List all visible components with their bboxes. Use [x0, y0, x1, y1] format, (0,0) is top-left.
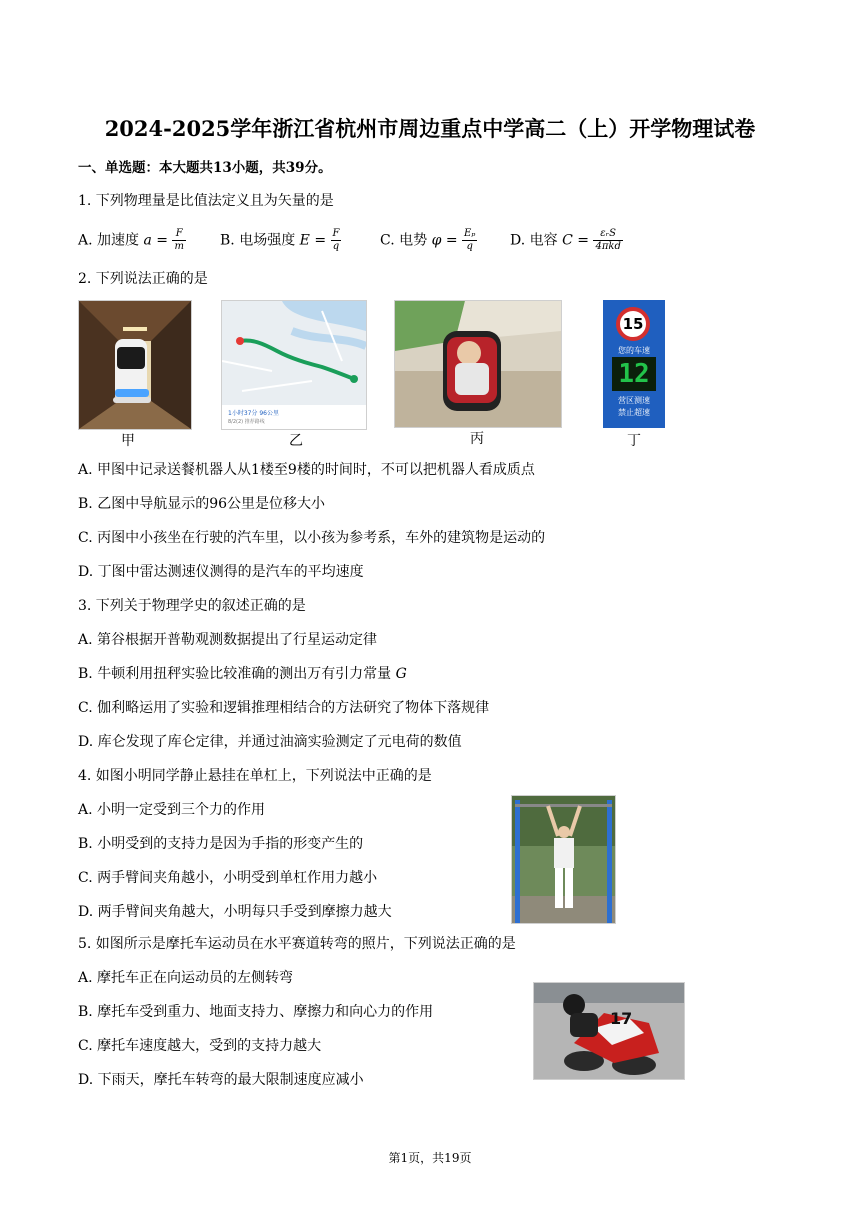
q1-c-lhs: φ = [431, 232, 458, 249]
q3-b-var: G [395, 666, 407, 682]
robot-image [79, 301, 191, 429]
caption-yi: 乙 [289, 433, 303, 449]
bike-number: 17 [610, 1009, 633, 1028]
pullup-bar-photo [511, 795, 616, 924]
q1-b-fraction [331, 228, 342, 253]
q1-option-c [380, 228, 477, 253]
section-heading: 一、单选题：本大题共13小题，共39分。 [78, 160, 332, 176]
sign-line-three: 禁止超速 [618, 408, 650, 417]
q4-option-a: A. 小明一定受到三个力的作用 [78, 802, 266, 818]
q3-b-text: B. 牛顿利用扭秤实验比较准确的测出万有引力常量 [78, 666, 392, 682]
q1-a-num: F [172, 228, 185, 241]
caption-jia: 甲 [121, 433, 135, 449]
page-footer: 第1页，共19页 [388, 1151, 472, 1165]
q1-option-d [510, 228, 623, 253]
q3-stem: 3. 下列关于物理学史的叙述正确的是 [78, 598, 306, 614]
q1-a-label: A. 加速度 [78, 232, 140, 249]
speed-sign-photo [603, 300, 665, 428]
q1-c-num: Eₚ [464, 228, 476, 239]
speed-limit-sign: 15 [616, 307, 650, 341]
q5-stem: 5. 如图所示是摩托车运动员在水平赛道转弯的照片，下列说法正确的是 [78, 936, 516, 952]
q1-a-lhs: a = [143, 232, 168, 249]
motorcycle-image [534, 983, 684, 1079]
q1-option-b [220, 228, 341, 253]
q4-option-d: D. 两手臂间夹角越大，小明每只手受到摩擦力越大 [78, 904, 392, 920]
q1-stem: 1. 下列物理量是比值法定义且为矢量的是 [78, 193, 334, 209]
q1-b-lhs: E = [299, 232, 327, 249]
q1-d-label: D. 电容 [510, 232, 558, 249]
q3-option-d: D. 库仑发现了库仑定律，并通过油滴实验测定了元电荷的数值 [78, 734, 462, 750]
q1-d-num: εᵣS [593, 228, 622, 241]
q3-option-c: C. 伽利略运用了实验和逻辑推理相结合的方法研究了物体下落规律 [78, 700, 490, 716]
q1-d-fraction [593, 228, 622, 253]
q5-option-a: A. 摩托车正在向运动员的左侧转弯 [78, 970, 294, 986]
car-seat-image [395, 301, 561, 427]
sign-speed-display: 12 [612, 357, 656, 391]
q1-d-den: 4πkd [595, 241, 621, 252]
q1-c-den: q [466, 241, 473, 252]
q1-b-label: B. 电场强度 [220, 232, 296, 249]
q4-stem: 4. 如图小明同学静止悬挂在单杠上，下列说法中正确的是 [78, 768, 432, 784]
q3-option-a: A. 第谷根据开普勒观测数据提出了行星运动定律 [78, 632, 378, 648]
caption-ding: 丁 [627, 433, 641, 449]
q1-b-num: F [332, 228, 340, 239]
q1-a-den: m [174, 241, 184, 252]
q1-c-label: C. 电势 [380, 232, 428, 249]
q2-option-a: A. 甲图中记录送餐机器人从1楼至9楼的时间时，不可以把机器人看成质点 [78, 462, 535, 478]
page-title: 2024-2025学年浙江省杭州市周边重点中学高二（上）开学物理试卷 [104, 116, 756, 141]
motorcycle-photo [533, 982, 685, 1080]
q1-option-a [78, 228, 186, 253]
sign-line-two: 营区测速 [618, 396, 650, 405]
map-route-summary: 1小时37分 96公里 [228, 410, 279, 417]
q1-a-fraction [172, 228, 185, 253]
map-route-note: 8/2(2) 推荐路线 [228, 419, 265, 425]
q3-option-b [78, 665, 407, 683]
q2-stem: 2. 下列说法正确的是 [78, 271, 208, 287]
q5-option-b: B. 摩托车受到重力、地面支持力、摩擦力和向心力的作用 [78, 1004, 434, 1020]
q5-option-d: D. 下雨天，摩托车转弯的最大限制速度应减小 [78, 1072, 364, 1088]
map-screenshot [221, 300, 367, 430]
caption-bing: 丙 [470, 431, 484, 447]
car-seat-photo [394, 300, 562, 428]
q1-b-den: q [332, 241, 340, 252]
q2-option-c: C. 丙图中小孩坐在行驶的汽车里，以小孩为参考系，车外的建筑物是运动的 [78, 530, 546, 546]
q1-d-lhs: C = [562, 232, 589, 249]
robot-photo [78, 300, 192, 430]
q4-option-c: C. 两手臂间夹角越小，小明受到单杠作用力越小 [78, 870, 378, 886]
q4-option-b: B. 小明受到的支持力是因为手指的形变产生的 [78, 836, 364, 852]
q2-option-b: B. 乙图中导航显示的96公里是位移大小 [78, 496, 326, 512]
q1-c-fraction [462, 228, 477, 253]
pullup-image [512, 796, 615, 923]
sign-your-speed: 您的车速 [618, 346, 650, 355]
q5-option-c: C. 摩托车速度越大，受到的支持力越大 [78, 1038, 322, 1054]
q2-option-d: D. 丁图中雷达测速仪测得的是汽车的平均速度 [78, 564, 364, 580]
